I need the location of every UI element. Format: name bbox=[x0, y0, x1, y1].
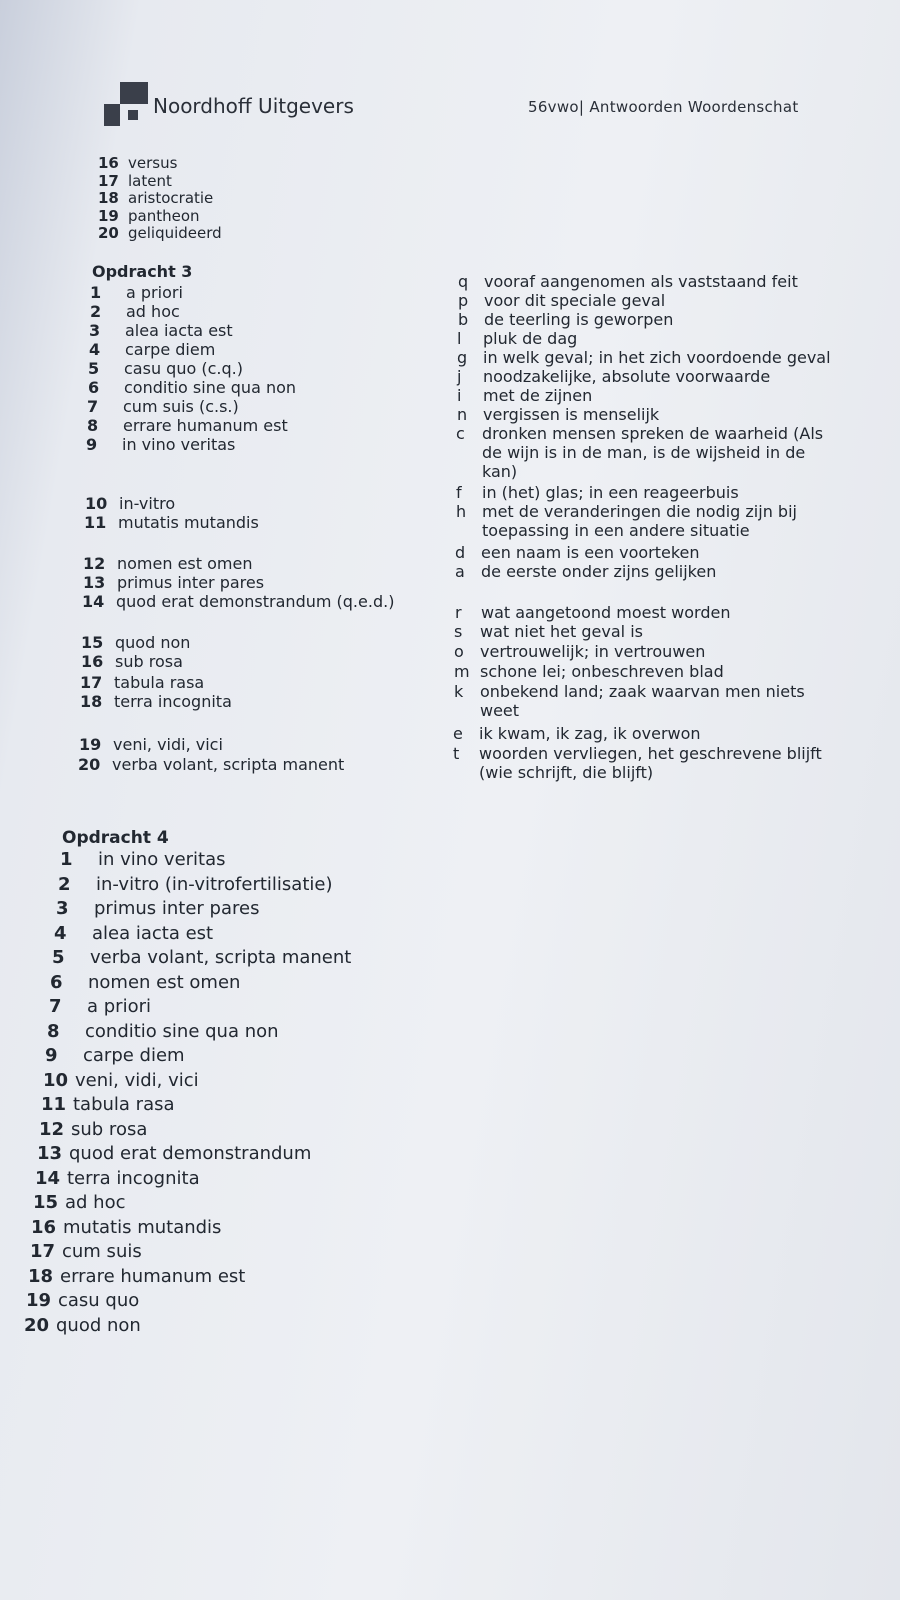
item-number: 12 bbox=[39, 1118, 65, 1140]
term-item bbox=[81, 634, 190, 652]
answer-text: noodzakelijke, absolute voorwaarde bbox=[483, 367, 771, 386]
item-text: in vino veritas bbox=[98, 849, 226, 870]
list-item bbox=[37, 1144, 311, 1164]
item-number: 19 bbox=[98, 206, 119, 225]
item-text: sub rosa bbox=[71, 1118, 148, 1140]
item-number: 20 bbox=[24, 1314, 50, 1336]
answer-text: de eerste onder zijns gelijken bbox=[481, 562, 717, 581]
term-item bbox=[89, 322, 233, 340]
answer-text: kan) bbox=[482, 462, 518, 481]
item-number: 14 bbox=[82, 592, 105, 611]
list-item bbox=[28, 1267, 245, 1287]
answer-text: voor dit speciale geval bbox=[484, 291, 666, 310]
term-item bbox=[88, 379, 296, 397]
answer-letter: h bbox=[456, 502, 467, 521]
list-item bbox=[56, 899, 259, 919]
answer-text: wat niet het geval is bbox=[480, 622, 643, 641]
item-number: 11 bbox=[41, 1094, 67, 1115]
item-text: tabula rasa bbox=[73, 1094, 175, 1115]
item-number: 9 bbox=[86, 435, 98, 454]
answer-letter: l bbox=[457, 329, 462, 348]
list-item bbox=[43, 1071, 199, 1091]
term-item bbox=[86, 436, 235, 454]
answer-letter: n bbox=[457, 405, 468, 424]
item-number: 13 bbox=[37, 1143, 63, 1164]
item-text: tabula rasa bbox=[114, 673, 205, 692]
item-text: ad hoc bbox=[65, 1192, 126, 1213]
item-text: nomen est omen bbox=[88, 971, 241, 993]
answer-text: in welk geval; in het zich voordoende geval bbox=[483, 348, 831, 367]
item-number: 6 bbox=[50, 971, 63, 993]
item-number: 8 bbox=[47, 1020, 60, 1042]
term-item bbox=[78, 756, 344, 774]
answer-letter: k bbox=[454, 682, 464, 701]
item-number: 5 bbox=[52, 947, 65, 968]
answer-letter: s bbox=[454, 622, 463, 641]
item-text: nomen est omen bbox=[117, 554, 253, 573]
item-text: cum suis (c.s.) bbox=[123, 397, 239, 416]
item-text: in-vitro (in-vitrofertilisatie) bbox=[96, 873, 333, 895]
list-item bbox=[41, 1095, 175, 1115]
answer-letter: e bbox=[453, 724, 463, 743]
term-item bbox=[80, 693, 232, 711]
item-number: 17 bbox=[80, 673, 103, 692]
item-text: errare humanum est bbox=[123, 416, 288, 435]
item-text: primus inter pares bbox=[117, 573, 265, 592]
term-item bbox=[85, 495, 175, 513]
answer-letter: o bbox=[454, 642, 464, 661]
list-item bbox=[35, 1169, 200, 1189]
item-number: 1 bbox=[90, 283, 102, 302]
item-number: 16 bbox=[81, 652, 104, 671]
answer-text: met de veranderingen die nodig zijn bij bbox=[482, 502, 797, 521]
item-text: a priori bbox=[87, 996, 151, 1017]
answer-letter: p bbox=[458, 291, 469, 310]
item-text: in vino veritas bbox=[122, 435, 236, 454]
opdracht-4-heading: Opdracht 4 bbox=[62, 828, 169, 848]
answer-letter: m bbox=[454, 662, 470, 681]
answer-text: wat aangetoond moest worden bbox=[481, 603, 731, 622]
item-text: latent bbox=[128, 171, 172, 190]
answer-letter: f bbox=[456, 483, 462, 502]
item-text: mutatis mutandis bbox=[63, 1216, 222, 1238]
list-item bbox=[24, 1316, 141, 1336]
term-item bbox=[83, 574, 264, 592]
answer-text: een naam is een voorteken bbox=[481, 543, 700, 562]
item-number: 3 bbox=[56, 898, 69, 919]
item-text: geliquideerd bbox=[128, 224, 222, 242]
noordhoff-logo-icon bbox=[104, 82, 148, 126]
list-item bbox=[98, 172, 172, 190]
item-text: quod non bbox=[56, 1314, 141, 1336]
item-number: 4 bbox=[89, 340, 101, 359]
list-item bbox=[45, 1046, 185, 1066]
answer-text: vooraf aangenomen als vaststaand feit bbox=[484, 272, 798, 291]
answer-letter: b bbox=[458, 310, 469, 329]
answer-text: toepassing in een andere situatie bbox=[482, 521, 750, 540]
item-text: quod erat demonstrandum (q.e.d.) bbox=[116, 592, 395, 611]
answer-text: in (het) glas; in een reageerbuis bbox=[482, 483, 739, 502]
list-item bbox=[98, 154, 177, 172]
item-number: 18 bbox=[98, 189, 119, 207]
answer-letter: t bbox=[453, 744, 460, 763]
list-item bbox=[30, 1242, 142, 1262]
publisher-name: Noordhoff Uitgevers bbox=[153, 94, 354, 118]
item-text: a priori bbox=[126, 283, 183, 302]
answer-text: pluk de dag bbox=[483, 329, 578, 348]
item-number: 9 bbox=[45, 1045, 58, 1066]
answer-letter: d bbox=[455, 543, 466, 562]
answer-text: woorden vervliegen, het geschrevene blijft bbox=[479, 744, 822, 763]
item-number: 10 bbox=[43, 1069, 69, 1091]
term-item bbox=[90, 284, 183, 302]
document-title: 56vwo| Antwoorden Woordenschat bbox=[528, 98, 799, 116]
item-text: conditio sine qua non bbox=[124, 378, 297, 397]
item-number: 15 bbox=[81, 633, 104, 652]
item-text: alea iacta est bbox=[92, 922, 214, 944]
answer-letter: c bbox=[456, 424, 465, 443]
item-number: 17 bbox=[30, 1241, 56, 1262]
list-item bbox=[26, 1291, 139, 1311]
answer-text: met de zijnen bbox=[483, 386, 593, 405]
item-text: carpe diem bbox=[83, 1045, 185, 1066]
item-number: 7 bbox=[87, 397, 99, 416]
item-number: 13 bbox=[83, 573, 106, 592]
answer-letter: q bbox=[458, 272, 469, 291]
list-item bbox=[98, 224, 222, 242]
answer-text: ik kwam, ik zag, ik overwon bbox=[479, 724, 701, 743]
term-item bbox=[87, 417, 288, 435]
item-number: 18 bbox=[80, 692, 103, 711]
item-number: 7 bbox=[49, 996, 62, 1017]
item-text: alea iacta est bbox=[125, 321, 233, 340]
term-item bbox=[82, 593, 394, 611]
item-number: 5 bbox=[88, 359, 100, 378]
item-number: 20 bbox=[78, 755, 101, 774]
item-number: 1 bbox=[60, 849, 73, 870]
item-number: 6 bbox=[88, 378, 100, 397]
item-text: sub rosa bbox=[115, 652, 183, 671]
item-number: 10 bbox=[85, 494, 108, 513]
answer-text: schone lei; onbeschreven blad bbox=[480, 662, 724, 681]
answer-text: vertrouwelijk; in vertrouwen bbox=[480, 642, 706, 661]
answer-text: onbekend land; zaak waarvan men niets bbox=[480, 682, 805, 701]
list-item bbox=[60, 850, 226, 870]
item-number: 4 bbox=[54, 922, 67, 944]
answer-text: (wie schrijft, die blijft) bbox=[479, 763, 654, 782]
item-text: veni, vidi, vici bbox=[113, 735, 223, 754]
term-item bbox=[84, 514, 259, 532]
list-item bbox=[54, 924, 213, 944]
item-text: in-vitro bbox=[119, 494, 176, 513]
list-item bbox=[49, 997, 151, 1017]
item-text: versus bbox=[128, 154, 178, 172]
item-number: 11 bbox=[84, 513, 107, 532]
list-item bbox=[31, 1218, 221, 1238]
item-number: 19 bbox=[26, 1290, 52, 1311]
list-item bbox=[39, 1120, 147, 1140]
answer-letter: g bbox=[457, 348, 468, 367]
term-item bbox=[79, 736, 223, 754]
item-number: 2 bbox=[90, 302, 102, 321]
item-text: aristocratie bbox=[128, 189, 214, 207]
item-number: 12 bbox=[83, 554, 106, 573]
answer-letter: a bbox=[455, 562, 465, 581]
item-text: casu quo (c.q.) bbox=[124, 359, 243, 378]
list-item bbox=[98, 207, 200, 225]
item-text: veni, vidi, vici bbox=[75, 1069, 199, 1091]
list-item bbox=[47, 1022, 279, 1042]
item-text: pantheon bbox=[128, 206, 200, 225]
opdracht-3-heading: Opdracht 3 bbox=[92, 262, 193, 281]
term-item bbox=[81, 653, 183, 671]
answer-letter: i bbox=[457, 386, 462, 405]
item-text: casu quo bbox=[58, 1290, 140, 1311]
item-number: 14 bbox=[35, 1167, 61, 1189]
item-number: 15 bbox=[33, 1192, 59, 1213]
list-item bbox=[33, 1193, 126, 1213]
answer-letter: j bbox=[457, 367, 462, 386]
item-text: ad hoc bbox=[126, 302, 180, 321]
item-number: 20 bbox=[98, 224, 119, 242]
item-text: carpe diem bbox=[125, 340, 216, 359]
item-text: verba volant, scripta manent bbox=[112, 755, 345, 774]
answer-text: de wijn is in de man, is de wijsheid in de bbox=[482, 443, 806, 462]
item-text: quod erat demonstrandum bbox=[69, 1143, 312, 1164]
item-number: 16 bbox=[31, 1216, 57, 1238]
item-number: 8 bbox=[87, 416, 99, 435]
answer-letter: r bbox=[455, 603, 462, 622]
answer-text: dronken mensen spreken de waarheid (Als bbox=[482, 424, 824, 443]
item-number: 3 bbox=[89, 321, 101, 340]
item-number: 19 bbox=[79, 735, 102, 754]
answer-text: de teerling is geworpen bbox=[484, 310, 674, 329]
item-text: terra incognita bbox=[67, 1167, 200, 1189]
item-text: primus inter pares bbox=[94, 898, 260, 919]
item-number: 2 bbox=[58, 873, 71, 895]
item-text: terra incognita bbox=[114, 692, 232, 711]
answer-text: vergissen is menselijk bbox=[483, 405, 660, 424]
item-text: cum suis bbox=[62, 1241, 142, 1262]
term-item bbox=[90, 303, 180, 321]
list-item bbox=[50, 973, 240, 993]
list-item bbox=[52, 948, 351, 968]
item-text: quod non bbox=[115, 633, 191, 652]
item-text: mutatis mutandis bbox=[118, 513, 259, 532]
list-item bbox=[58, 875, 332, 895]
term-item bbox=[80, 674, 204, 692]
item-text: verba volant, scripta manent bbox=[90, 947, 352, 968]
item-text: conditio sine qua non bbox=[85, 1020, 279, 1042]
term-item bbox=[83, 555, 252, 573]
item-number: 17 bbox=[98, 171, 119, 190]
list-item bbox=[98, 189, 213, 207]
item-text: errare humanum est bbox=[60, 1265, 246, 1287]
item-number: 18 bbox=[28, 1265, 54, 1287]
term-item bbox=[89, 341, 215, 359]
term-item bbox=[88, 360, 243, 378]
term-item bbox=[87, 398, 239, 416]
item-number: 16 bbox=[98, 154, 119, 172]
answer-text: weet bbox=[480, 701, 520, 720]
